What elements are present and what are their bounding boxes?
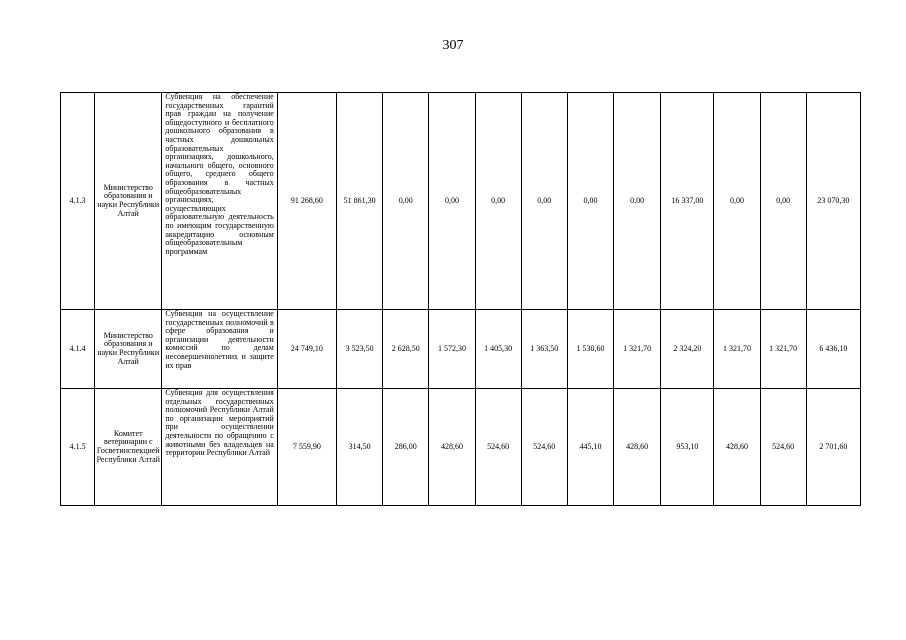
value-cell: 1 363,50 [521,310,567,389]
table-row [61,310,861,389]
value-cell: 23 070,30 [806,93,860,310]
budget-table [60,92,861,506]
value-cell: 0,00 [429,93,475,310]
value-cell: 0,00 [714,93,760,310]
page-number: 307 [442,38,464,53]
value-cell: 2 324,20 [661,310,714,389]
value-cell: 51 861,30 [337,93,383,310]
row-code: 4.1.3 [61,93,95,310]
value-cell: 0,00 [475,93,521,310]
table-row [61,93,861,310]
value-cell: 286,00 [383,389,429,506]
table-row [61,389,861,506]
value-cell: 1 530,60 [567,310,613,389]
value-cell: 428,60 [614,389,661,506]
value-cell: 524,60 [521,389,567,506]
value-cell: 445,10 [567,389,613,506]
value-cell: 7 559,90 [277,389,336,506]
value-cell: 524,60 [760,389,806,506]
row-organization: Министерство образования и науки Республики Алтай [95,310,162,389]
value-cell: 0,00 [614,93,661,310]
value-cell: 16 337,00 [661,93,714,310]
value-cell: 428,60 [429,389,475,506]
row-description: Субвенция на осуществление государственных полномочий в сфере образования и организации деятельности комиссий по делам несовершеннолетних и защите их прав [162,310,277,389]
value-cell: 1 321,70 [760,310,806,389]
value-cell: 953,10 [661,389,714,506]
value-cell: 1 572,30 [429,310,475,389]
value-cell: 314,50 [337,389,383,506]
row-description: Субвенция для осуществления отдельных государственных полномочий Республики Алтай по организации мероприятий при осуществлении деятельности по обращению с животными без владельцев на территории Республики Алтай [162,389,277,506]
row-description: Субвенция на обеспечение государственных гарантий прав граждан на получение общедоступного и бесплатного дошкольного образования в частных дошкольных образовательных организациях, дошкольного, начального общего, основного общего, среднего общего образования в частных общеобразовательных организациях, осуществляющих образовательную деятельность по имеющим государственную аккредитацию основным общеобразовательным программам [162,93,277,310]
value-cell: 6 436,10 [806,310,860,389]
value-cell: 428,60 [714,389,760,506]
row-organization: Комитет ветеринарии с Госветинспекцией Республики Алтай [95,389,162,506]
row-organization: Министерство образования и науки Республики Алтай [95,93,162,310]
row-code: 4.1.4 [61,310,95,389]
value-cell: 0,00 [760,93,806,310]
value-cell: 0,00 [383,93,429,310]
row-code: 4.1.5 [61,389,95,506]
value-cell: 3 523,50 [337,310,383,389]
value-cell: 524,60 [475,389,521,506]
value-cell: 1 321,70 [714,310,760,389]
value-cell: 2 701,60 [806,389,860,506]
value-cell: 2 628,50 [383,310,429,389]
value-cell: 0,00 [567,93,613,310]
value-cell: 1 405,30 [475,310,521,389]
value-cell: 91 268,60 [277,93,336,310]
value-cell: 0,00 [521,93,567,310]
value-cell: 1 321,70 [614,310,661,389]
value-cell: 24 749,10 [277,310,336,389]
